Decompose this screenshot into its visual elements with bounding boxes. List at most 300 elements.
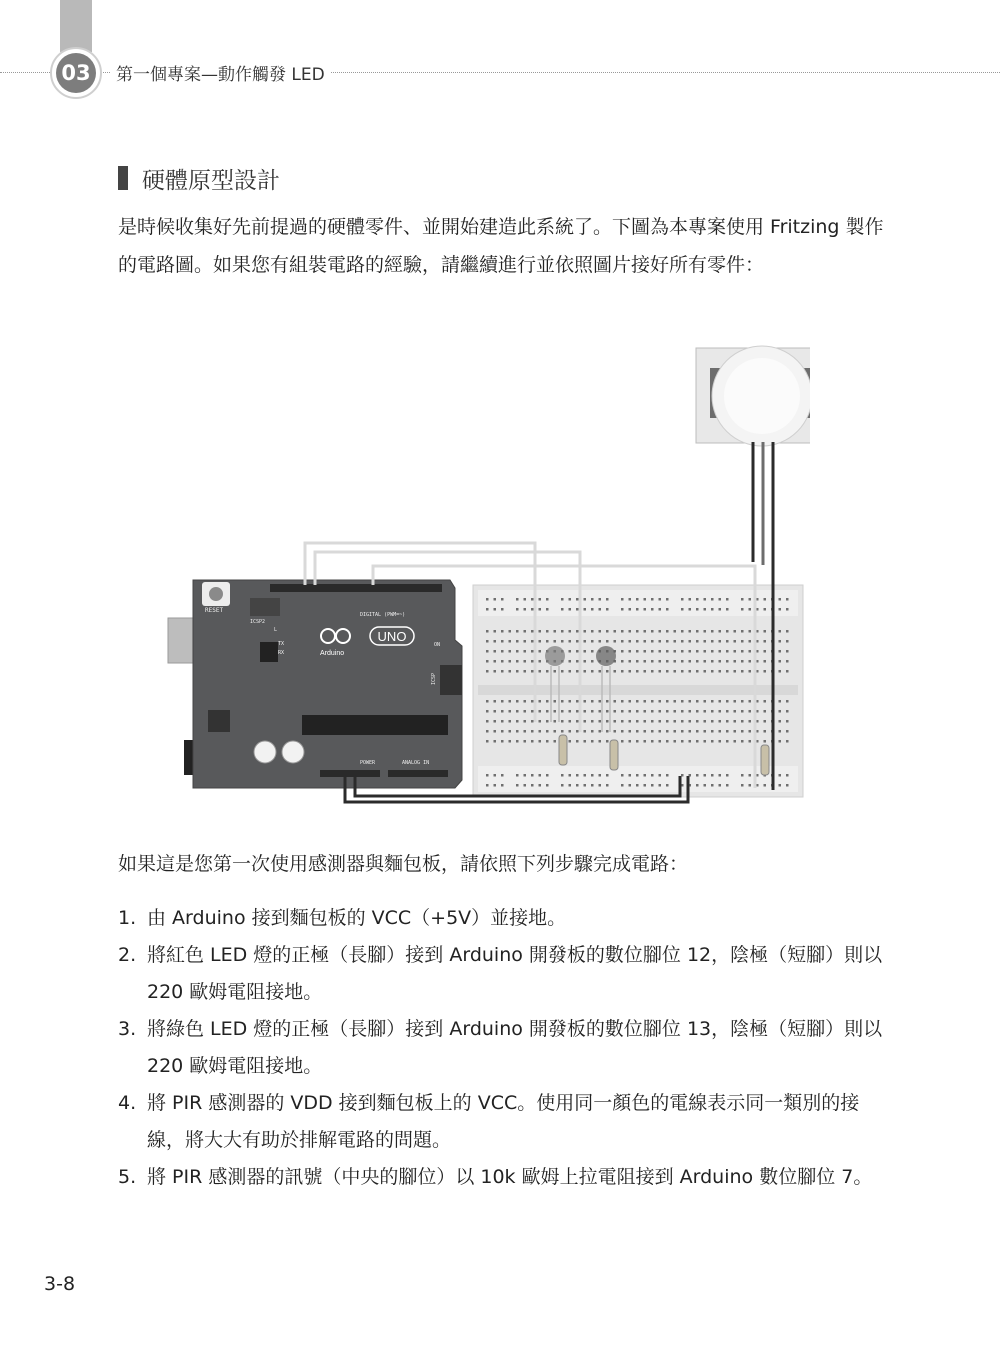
breadboard-hole xyxy=(636,720,639,723)
breadboard-hole xyxy=(681,660,684,663)
digital-header xyxy=(270,584,442,592)
breadboard-hole xyxy=(554,740,557,743)
breadboard-hole xyxy=(764,710,767,713)
on-label: ON xyxy=(434,642,441,648)
breadboard-hole xyxy=(696,700,699,703)
breadboard-hole xyxy=(561,598,564,601)
breadboard-hole xyxy=(494,720,497,723)
breadboard-hole xyxy=(674,700,677,703)
breadboard-hole xyxy=(561,774,564,777)
breadboard-hole xyxy=(711,640,714,643)
breadboard-hole xyxy=(606,670,609,673)
step-number: 1. xyxy=(118,907,137,929)
breadboard-hole xyxy=(636,630,639,633)
breadboard-hole xyxy=(539,660,542,663)
breadboard-hole xyxy=(546,700,549,703)
breadboard-hole xyxy=(711,650,714,653)
breadboard-hole xyxy=(636,774,639,777)
breadboard-hole xyxy=(666,740,669,743)
breadboard-hole xyxy=(666,670,669,673)
breadboard-hole xyxy=(561,710,564,713)
breadboard-hole xyxy=(494,740,497,743)
breadboard-hole xyxy=(531,598,534,601)
l-label: L xyxy=(274,627,278,633)
breadboard-hole xyxy=(606,740,609,743)
breadboard-hole xyxy=(749,670,752,673)
breadboard-hole xyxy=(606,630,609,633)
breadboard-hole xyxy=(584,660,587,663)
breadboard-hole xyxy=(666,774,669,777)
step-text: 將 PIR 感測器的 VDD 接到麵包板上的 VCC。使用同一顏色的電線表示同一類別的接線，將大大有助於排解電路的問題。 xyxy=(147,1092,860,1151)
breadboard-hole xyxy=(621,700,624,703)
breadboard-hole xyxy=(621,774,624,777)
step-1 xyxy=(118,900,888,937)
breadboard-hole xyxy=(629,660,632,663)
breadboard-hole xyxy=(531,700,534,703)
step-text: 將綠色 LED 燈的正極（長腳）接到 Arduino 開發板的數位腳位 13，陰極（短腳）則以 220 歐姆電阻接地。 xyxy=(147,1018,883,1077)
breadboard-hole xyxy=(546,630,549,633)
breadboard-hole xyxy=(524,700,527,703)
breadboard-hole xyxy=(516,710,519,713)
breadboard-hole xyxy=(576,784,579,787)
breadboard-hole xyxy=(584,598,587,601)
breadboard-hole xyxy=(636,740,639,743)
breadboard-hole xyxy=(606,784,609,787)
breadboard-hole xyxy=(486,660,489,663)
step-4 xyxy=(118,1085,888,1159)
breadboard-hole xyxy=(486,784,489,787)
breadboard-hole xyxy=(734,700,737,703)
breadboard-hole xyxy=(696,710,699,713)
breadboard-hole xyxy=(779,774,782,777)
breadboard-hole xyxy=(584,650,587,653)
breadboard-hole xyxy=(524,784,527,787)
tx-label: TX xyxy=(278,641,285,647)
breadboard-hole xyxy=(674,720,677,723)
breadboard-hole xyxy=(726,730,729,733)
breadboard-hole xyxy=(629,740,632,743)
breadboard-hole xyxy=(546,608,549,611)
breadboard-hole xyxy=(704,740,707,743)
breadboard-hole xyxy=(786,630,789,633)
breadboard-hole xyxy=(651,710,654,713)
breadboard-hole xyxy=(719,630,722,633)
breadboard-hole xyxy=(786,774,789,777)
breadboard-hole xyxy=(644,598,647,601)
chip-small xyxy=(260,642,278,662)
breadboard-hole xyxy=(696,640,699,643)
power-label: POWER xyxy=(360,760,376,766)
breadboard-hole xyxy=(704,660,707,663)
breadboard-hole xyxy=(644,784,647,787)
breadboard-hole xyxy=(486,598,489,601)
breadboard-hole xyxy=(584,630,587,633)
breadboard-hole xyxy=(561,784,564,787)
breadboard-hole xyxy=(726,774,729,777)
breadboard-hole xyxy=(501,730,504,733)
breadboard-hole xyxy=(681,640,684,643)
breadboard-hole xyxy=(576,774,579,777)
analog-header xyxy=(388,770,448,777)
uno-label: UNO xyxy=(377,629,407,644)
breadboard-hole xyxy=(689,650,692,653)
breadboard-hole xyxy=(644,608,647,611)
breadboard-hole xyxy=(764,660,767,663)
breadboard-hole xyxy=(569,598,572,601)
step-5 xyxy=(118,1159,888,1196)
breadboard-hole xyxy=(599,730,602,733)
breadboard-hole xyxy=(569,608,572,611)
breadboard-hole xyxy=(681,608,684,611)
breadboard-hole xyxy=(516,598,519,601)
breadboard-hole xyxy=(584,740,587,743)
breadboard-hole xyxy=(494,774,497,777)
breadboard-hole xyxy=(681,700,684,703)
breadboard-hole xyxy=(719,730,722,733)
breadboard-hole xyxy=(779,784,782,787)
breadboard-hole xyxy=(696,720,699,723)
breadboard-hole xyxy=(501,660,504,663)
breadboard-hole xyxy=(509,720,512,723)
breadboard-hole xyxy=(621,710,624,713)
step-text: 將 PIR 感測器的訊號（中央的腳位）以 10k 歐姆上拉電阻接到 Arduino 數位腳位 7。 xyxy=(147,1166,873,1188)
breadboard-hole xyxy=(741,670,744,673)
breadboard-hole xyxy=(524,598,527,601)
breadboard-hole xyxy=(696,784,699,787)
breadboard-hole xyxy=(719,608,722,611)
breadboard-hole xyxy=(704,640,707,643)
breadboard-hole xyxy=(741,784,744,787)
breadboard-hole xyxy=(711,710,714,713)
breadboard-hole xyxy=(621,784,624,787)
breadboard-hole xyxy=(659,700,662,703)
breadboard-hole xyxy=(629,670,632,673)
breadboard-hole xyxy=(749,740,752,743)
breadboard-hole xyxy=(689,720,692,723)
breadboard-hole xyxy=(674,640,677,643)
breadboard-hole xyxy=(629,784,632,787)
breadboard-hole xyxy=(711,700,714,703)
breadboard-hole xyxy=(516,720,519,723)
breadboard-hole xyxy=(786,598,789,601)
breadboard-hole xyxy=(711,720,714,723)
breadboard-hole xyxy=(539,670,542,673)
page-number: 3-8 xyxy=(44,1273,76,1295)
breadboard-hole xyxy=(704,650,707,653)
breadboard-hole xyxy=(674,710,677,713)
breadboard-hole xyxy=(636,660,639,663)
breadboard-hole xyxy=(606,730,609,733)
chapter-tab xyxy=(60,0,92,52)
breadboard-hole xyxy=(501,608,504,611)
breadboard-hole xyxy=(636,730,639,733)
breadboard-hole xyxy=(524,730,527,733)
breadboard-hole xyxy=(644,660,647,663)
breadboard-hole xyxy=(591,730,594,733)
breadboard-hole xyxy=(494,710,497,713)
breadboard-hole xyxy=(636,650,639,653)
breadboard-hole xyxy=(524,710,527,713)
step-text: 將紅色 LED 燈的正極（長腳）接到 Arduino 開發板的數位腳位 12，陰極（短腳）則以 220 歐姆電阻接地。 xyxy=(147,944,883,1003)
breadboard-hole xyxy=(599,774,602,777)
breadboard-hole xyxy=(711,740,714,743)
breadboard-hole xyxy=(674,730,677,733)
breadboard-hole xyxy=(651,784,654,787)
breadboard-hole xyxy=(494,700,497,703)
breadboard-hole xyxy=(674,650,677,653)
breadboard-hole xyxy=(636,670,639,673)
breadboard-hole xyxy=(621,598,624,601)
breadboard-hole xyxy=(539,720,542,723)
breadboard-hole xyxy=(734,650,737,653)
breadboard-hole xyxy=(569,650,572,653)
breadboard-hole xyxy=(591,740,594,743)
breadboard-hole xyxy=(786,710,789,713)
breadboard-hole xyxy=(719,710,722,713)
step-number: 5. xyxy=(118,1166,137,1188)
breadboard-hole xyxy=(584,720,587,723)
breadboard-hole xyxy=(719,640,722,643)
breadboard-hole xyxy=(554,730,557,733)
breadboard-hole xyxy=(629,710,632,713)
breadboard-hole xyxy=(501,598,504,601)
breadboard-hole xyxy=(569,774,572,777)
breadboard-hole xyxy=(689,598,692,601)
breadboard-hole xyxy=(584,710,587,713)
breadboard-hole xyxy=(681,670,684,673)
breadboard-hole xyxy=(764,730,767,733)
breadboard-hole xyxy=(749,630,752,633)
breadboard-hole xyxy=(711,608,714,611)
breadboard-hole xyxy=(786,730,789,733)
breadboard-hole xyxy=(486,670,489,673)
breadboard-hole xyxy=(561,640,564,643)
breadboard-hole xyxy=(576,730,579,733)
breadboard-hole xyxy=(531,650,534,653)
breadboard-hole xyxy=(749,784,752,787)
breadboard-hole xyxy=(651,640,654,643)
breadboard-hole xyxy=(719,774,722,777)
breadboard-hole xyxy=(629,598,632,601)
breadboard-hole xyxy=(486,608,489,611)
breadboard-hole xyxy=(599,670,602,673)
breadboard-hole xyxy=(726,710,729,713)
breadboard-hole xyxy=(689,740,692,743)
breadboard-hole xyxy=(786,740,789,743)
breadboard-hole xyxy=(719,784,722,787)
breadboard-hole xyxy=(749,640,752,643)
heading-bar xyxy=(118,166,128,190)
breadboard-hole xyxy=(659,720,662,723)
breadboard-hole xyxy=(524,670,527,673)
breadboard-hole xyxy=(764,650,767,653)
breadboard-hole xyxy=(681,710,684,713)
breadboard-hole xyxy=(651,650,654,653)
breadboard-hole xyxy=(599,784,602,787)
breadboard-hole xyxy=(659,630,662,633)
breadboard-hole xyxy=(561,730,564,733)
breadboard-hole xyxy=(704,700,707,703)
breadboard-hole xyxy=(651,730,654,733)
breadboard-hole xyxy=(621,640,624,643)
breadboard-hole xyxy=(681,740,684,743)
breadboard-hole xyxy=(666,660,669,663)
breadboard-hole xyxy=(659,640,662,643)
breadboard-hole xyxy=(569,740,572,743)
breadboard-hole xyxy=(734,730,737,733)
breadboard-hole xyxy=(704,598,707,601)
breadboard-hole xyxy=(516,740,519,743)
breadboard-hole xyxy=(509,700,512,703)
breadboard-hole xyxy=(569,784,572,787)
breadboard-hole xyxy=(711,784,714,787)
breadboard-hole xyxy=(786,784,789,787)
breadboard-hole xyxy=(509,660,512,663)
breadboard-hole xyxy=(734,670,737,673)
breadboard-hole xyxy=(621,720,624,723)
breadboard-hole xyxy=(659,650,662,653)
breadboard-hole xyxy=(614,700,617,703)
breadboard-hole xyxy=(531,784,534,787)
breadboard-hole xyxy=(711,598,714,601)
breadboard-hole xyxy=(576,670,579,673)
breadboard-hole xyxy=(674,660,677,663)
power-header xyxy=(320,770,380,777)
breadboard-hole xyxy=(554,630,557,633)
breadboard-hole xyxy=(591,784,594,787)
breadboard-hole xyxy=(516,650,519,653)
breadboard-hole xyxy=(666,784,669,787)
breadboard-hole xyxy=(779,640,782,643)
circuit-figure xyxy=(160,340,810,810)
breadboard-hole xyxy=(636,640,639,643)
breadboard-hole xyxy=(501,710,504,713)
breadboard-hole xyxy=(494,730,497,733)
breadboard-hole xyxy=(674,630,677,633)
breadboard-hole xyxy=(779,740,782,743)
breadboard-hole xyxy=(636,784,639,787)
breadboard-hole xyxy=(509,650,512,653)
breadboard-hole xyxy=(659,670,662,673)
breadboard-hole xyxy=(719,650,722,653)
breadboard-hole xyxy=(779,598,782,601)
breadboard-hole xyxy=(696,740,699,743)
breadboard-hole xyxy=(606,640,609,643)
breadboard-hole xyxy=(764,784,767,787)
breadboard-hole xyxy=(651,608,654,611)
breadboard-hole xyxy=(749,710,752,713)
breadboard-hole xyxy=(561,720,564,723)
breadboard-hole xyxy=(704,670,707,673)
breadboard-hole xyxy=(711,774,714,777)
breadboard-hole xyxy=(651,720,654,723)
breadboard-hole xyxy=(621,740,624,743)
breadboard-hole xyxy=(486,710,489,713)
breadboard-hole xyxy=(591,710,594,713)
breadboard-hole xyxy=(494,650,497,653)
breadboard-hole xyxy=(486,630,489,633)
rx-label: RX xyxy=(278,650,285,656)
breadboard-hole xyxy=(741,720,744,723)
breadboard-hole xyxy=(591,640,594,643)
breadboard-hole xyxy=(576,650,579,653)
breadboard-hole xyxy=(689,608,692,611)
breadboard-hole xyxy=(749,598,752,601)
breadboard-hole xyxy=(576,740,579,743)
breadboard-hole xyxy=(786,720,789,723)
breadboard-hole xyxy=(516,640,519,643)
breadboard-hole xyxy=(764,700,767,703)
breadboard-hole xyxy=(749,660,752,663)
breadboard-hole xyxy=(726,784,729,787)
breadboard-hole xyxy=(764,608,767,611)
breadboard-hole xyxy=(569,640,572,643)
breadboard-hole xyxy=(509,710,512,713)
breadboard-hole xyxy=(719,670,722,673)
breadboard-hole xyxy=(764,670,767,673)
breadboard-hole xyxy=(681,720,684,723)
breadboard-hole xyxy=(539,730,542,733)
breadboard-hole xyxy=(606,774,609,777)
breadboard-hole xyxy=(486,700,489,703)
regulator xyxy=(208,710,230,732)
breadboard-hole xyxy=(599,720,602,723)
breadboard-hole xyxy=(621,650,624,653)
breadboard-hole xyxy=(516,608,519,611)
chapter-number: 03 xyxy=(56,53,96,93)
step-number: 3. xyxy=(118,1018,137,1040)
breadboard-hole xyxy=(614,630,617,633)
breadboard-hole xyxy=(516,660,519,663)
breadboard-hole xyxy=(584,700,587,703)
breadboard-hole xyxy=(501,720,504,723)
breadboard-hole xyxy=(516,730,519,733)
breadboard-hole xyxy=(494,608,497,611)
capacitor-1 xyxy=(254,741,276,763)
breadboard-hole xyxy=(569,720,572,723)
breadboard-hole xyxy=(741,774,744,777)
breadboard-hole xyxy=(599,608,602,611)
breadboard-hole xyxy=(501,630,504,633)
breadboard-hole xyxy=(666,720,669,723)
breadboard-hole xyxy=(621,660,624,663)
breadboard-hole xyxy=(486,720,489,723)
breadboard-hole xyxy=(486,730,489,733)
breadboard-hole xyxy=(531,774,534,777)
breadboard-hole xyxy=(704,608,707,611)
breadboard-hole xyxy=(719,598,722,601)
breadboard-hole xyxy=(704,710,707,713)
breadboard-hole xyxy=(644,700,647,703)
breadboard-hole xyxy=(726,700,729,703)
breadboard-hole xyxy=(546,774,549,777)
breadboard-hole xyxy=(584,784,587,787)
breadboard-hole xyxy=(734,710,737,713)
step-3 xyxy=(118,1011,888,1085)
breadboard-hole xyxy=(539,740,542,743)
step-number: 2. xyxy=(118,944,137,966)
breadboard-hole xyxy=(531,608,534,611)
breadboard-hole xyxy=(651,598,654,601)
breadboard-hole xyxy=(651,630,654,633)
breadboard-hole xyxy=(666,710,669,713)
breadboard-hole xyxy=(779,670,782,673)
breadboard-hole xyxy=(591,598,594,601)
breadboard-hole xyxy=(509,740,512,743)
breadboard-hole xyxy=(576,598,579,601)
breadboard-hole xyxy=(621,608,624,611)
breadboard-hole xyxy=(606,608,609,611)
